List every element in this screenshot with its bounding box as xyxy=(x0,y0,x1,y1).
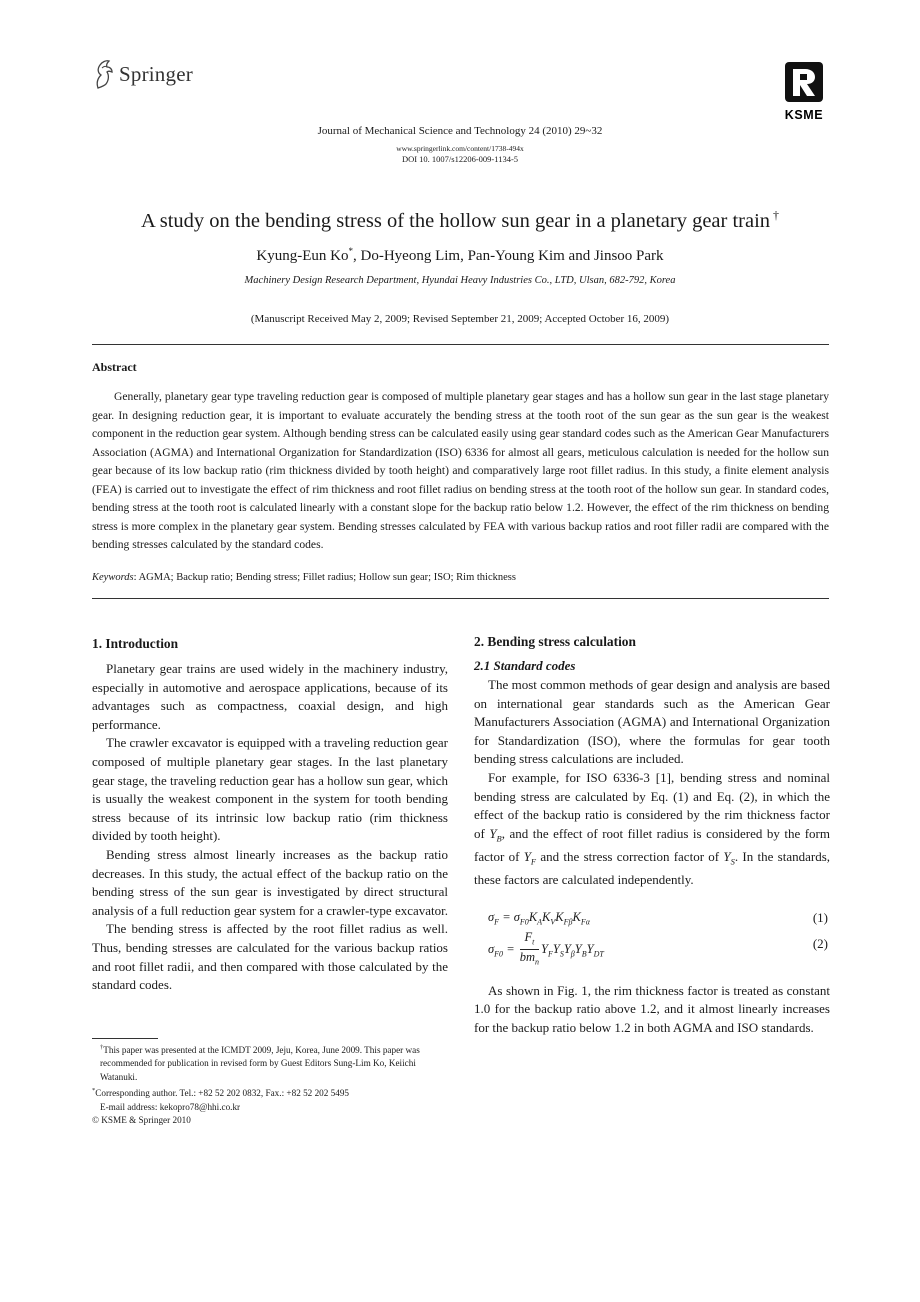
intro-paragraph: The bending stress is affected by the root fillet radius as well. Thus, bending stresses are calculated for the various backup ratios and root fillet radii, and then compared with those calculated by the standard codes. xyxy=(92,921,448,993)
journal-url: www.springerlink.com/content/1738-494x xyxy=(396,144,524,153)
ksme-logo xyxy=(778,62,830,122)
divider-top xyxy=(92,344,829,345)
corresponding-mark: * xyxy=(348,246,353,256)
footnotes xyxy=(92,1041,448,1128)
paper-title: A study on the bending stress of the hollow sun gear in a planetary gear train † xyxy=(140,208,780,232)
divider-bottom xyxy=(92,598,829,599)
equation-1: $\sigma_F = \sigma_{F0}K_AK_VK_{F\beta}K_{F\alpha}$ (1) xyxy=(488,909,828,927)
footnote-rule xyxy=(92,1038,158,1039)
footnote-presentation: †This paper was presented at the ICMDT 2009, Jeju, Korea, June 2009. This paper was recommended for publication in revised form by Guest Editors Sung-Lim Ko, Keiichi Watanuki. xyxy=(100,1044,420,1082)
title-footnote-mark: † xyxy=(773,208,780,222)
section-heading-bending-stress: 2. Bending stress calculation xyxy=(474,634,636,649)
springer-horse-icon xyxy=(92,58,116,90)
left-column xyxy=(92,636,448,995)
body-paragraph: As shown in Fig. 1, the rim thickness factor is treated as constant 1.0 for the backup ratio above 1.2, and it almost linearly increases for the backup ratio below 1.2 in both AGMA and ISO standards. xyxy=(474,982,830,1035)
equation-number: (1) xyxy=(812,909,828,925)
footnote-email: E-mail address: kekopro78@hhi.co.kr xyxy=(100,1101,241,1112)
keywords: Keywords: AGMA; Backup ratio; Bending stress; Fillet radius; Hollow sun gear; ISO; Rim thickness xyxy=(92,572,516,583)
intro-paragraph: Planetary gear trains are used widely in the machinery industry, especially in automotive and aerospace applications, because of its advantages such as compactness, coaxial design, and high performance. xyxy=(92,661,448,732)
body-paragraph: The most common methods of gear design and analysis are based on international gear standards such as the American Gear Manufacturers Association (AGMA) and International Organization for Standardization (ISO), where the formulas for gear tooth bending stress calculations are included. xyxy=(474,677,830,767)
intro-paragraph: The crawler excavator is equipped with a traveling reduction gear composed of multiple planetary gear stages. In the last planetary gear stage, the traveling reduction gear has a hollow sun gear, which is usually the weakest component in the system for tooth bending stress because of its intrinsic low backup ratio (rim thickness divided by tooth height). xyxy=(92,735,448,844)
right-column xyxy=(474,634,830,1038)
springer-logo xyxy=(92,58,193,90)
abstract-heading: Abstract xyxy=(92,360,137,374)
doi: DOI 10. 1007/s12206-009-1134-5 xyxy=(401,154,519,164)
equation-number: (2) xyxy=(812,935,828,951)
affiliation: Machinery Design Research Department, Hyundai Heavy Industries Co., LTD, Ulsan, 682-792, Korea xyxy=(244,275,676,286)
author-list: Kyung-Eun Ko*, Do-Hyeong Lim, Pan-Young Kim and Jinsoo Park xyxy=(256,246,664,264)
ksme-wordmark: KSME xyxy=(784,108,824,122)
footnote-corresponding: *Corresponding author. Tel.: +82 52 202 0832, Fax.: +82 52 202 5495 xyxy=(92,1087,350,1099)
equation-2: $\sigma_{F0}$ = $\frac{F_t}{bm_n}$ $Y_FY_SY_\beta Y_BY_{DT}$ (2) xyxy=(488,929,828,967)
body-paragraph: For example, for ISO 6336-3 [1], bending stress and nominal bending stress are calculated by Eq. (1) and Eq. (2), in which the effect of the backup ratio is considered by the rim thickness factor of $Y_B$, and the effect of root fillet radius is considered by the form factor of $Y_F$ and the stress correction factor of $Y_S$. In the standards, these factors are calculated independently. xyxy=(474,769,831,888)
ksme-emblem-icon xyxy=(785,62,823,102)
manuscript-dates: (Manuscript Received May 2, 2009; Revised September 21, 2009; Accepted October 16, 2009) xyxy=(250,313,670,325)
springer-wordmark: Springer xyxy=(119,61,193,86)
abstract-text: Generally, planetary gear type traveling reduction gear is composed of multiple planetary gear stages and has a hollow sun gear in the last stage planetary gear. In designing reduction gear, it is important to evaluate accurately the bending stress at the tooth root of the sun gear as the sun gear is the weakest component in the reduction gear system. Although bending stress can be calculated easily using gear standard codes such as the American Gear Manufacturers Association (AGMA) and International Organization for Standardization (ISO) 6336 for almost all gears, meticulous calculation is needed for the hollow sun gear because of its low backup ratio (rim thickness divided by tooth height) and comparatively large root fillet radius. In this study, a finite element analysis (FEA) is carried out to investigate the effect of rim thickness and root fillet radius on bending stress at the tooth root of the hollow sun gear. In standard codes, bending stress at the tooth root is calculated linearly with a constant slope for the backup ratio below 1.2. However, the effect of the rim thickness on bending stress is more complex in the planetary gear system. Bending stresses calculated by FEA with various backup ratios and root filler radii are compared with the bending stresses calculated by the standard codes. xyxy=(92,390,829,551)
subsection-heading-standard-codes: 2.1 Standard codes xyxy=(474,658,576,673)
copyright: © KSME & Springer 2010 xyxy=(92,1115,191,1126)
intro-paragraph: Bending stress almost linearly increases as the backup ratio decreases. In this study, the actual effect of the backup ratio on the bending stress of the sun gear is investigated by direct structural analysis of a full reduction gear system for a crawler-type excavator. xyxy=(92,846,449,918)
journal-citation: Journal of Mechanical Science and Technology 24 (2010) 29~32 xyxy=(317,125,603,137)
section-heading-introduction: 1. Introduction xyxy=(92,636,179,651)
